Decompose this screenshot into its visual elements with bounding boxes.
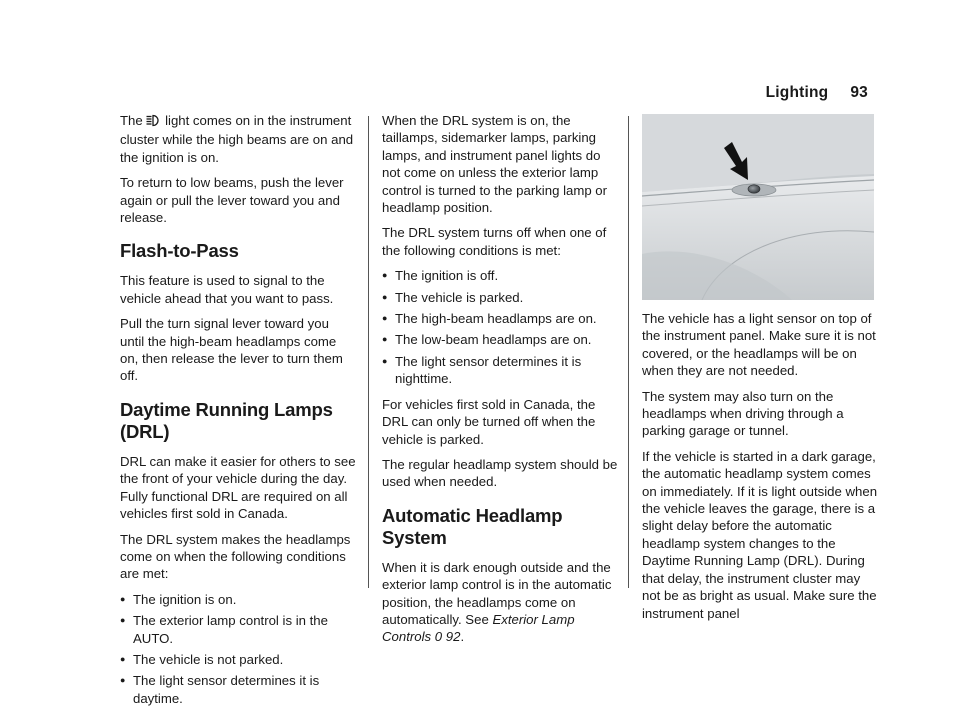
- page-header: [766, 84, 868, 102]
- regular-headlamp-paragraph: The regular headlamp system should be used when needed.: [382, 456, 618, 490]
- list-item: ● The ignition is on.: [120, 591, 356, 608]
- drl-heading: Daytime Running Lamps (DRL): [120, 398, 333, 442]
- list-item: ● The light sensor determines it is nighttime.: [382, 353, 618, 388]
- drl-paragraph-1: DRL can make it easier for others to see the front of your vehicle during the day. Fully functional DRL are required on all vehicles first sold in Canada.: [120, 453, 356, 522]
- column-1: [120, 112, 356, 715]
- garage-tunnel-paragraph: The system may also turn on the headlamps when driving through a parking garage or tunnel.: [642, 388, 844, 439]
- column-divider-1: [368, 116, 369, 588]
- column-2: [382, 112, 618, 654]
- list-item: ● The light sensor determines it is daytime.: [120, 672, 356, 707]
- section-title: Lighting: [765, 84, 829, 101]
- drl-conditions-list: [120, 591, 356, 707]
- list-item: ● The low-beam headlamps are on.: [382, 331, 618, 348]
- list-item: ● The exterior lamp control is in the AUTO.: [120, 612, 356, 647]
- drl-paragraph-2: The DRL system makes the headlamps come on when the following conditions are met:: [120, 531, 351, 582]
- exterior-lamp-controls-link[interactable]: Exterior Lamp Controls: [382, 611, 575, 645]
- light-sensor-illustration: [642, 114, 874, 300]
- list-item: ● The high-beam headlamps are on.: [382, 310, 618, 327]
- automatic-headlamp-heading: Automatic Headlamp System: [382, 504, 563, 548]
- light-sensor: [748, 185, 760, 193]
- column-divider-2: [628, 116, 629, 588]
- list-item: ● The vehicle is parked.: [382, 289, 618, 306]
- drl-off-intro: The DRL system turns off when one of the following conditions is met:: [382, 225, 607, 258]
- flash-paragraph-1: This feature is used to signal to the vehicle ahead that you want to pass.: [120, 273, 334, 306]
- high-beam-indicator-icon: [146, 114, 159, 131]
- list-item: ● The vehicle is not parked.: [120, 651, 356, 668]
- flash-paragraph-2: Pull the turn signal lever toward you until the high-beam headlamps come on, then release the lever to turn them off.: [120, 316, 343, 384]
- page-number: 93: [850, 84, 868, 101]
- canada-paragraph: For vehicles first sold in Canada, the DRL can only be turned off when the vehicle is parked.: [382, 396, 596, 447]
- high-beam-indicator-paragraph: The light comes on in the instrument cluster while the high beams are on and the ignition is on.: [120, 113, 354, 165]
- page-reference-link[interactable]: 0 92: [434, 629, 461, 645]
- automatic-headlamp-paragraph: When it is dark enough outside and the exterior lamp control is in the automatic position, the headlamps come on automatically. See Exterior Lamp Controls 0 92.: [382, 559, 612, 645]
- flash-to-pass-heading: Flash-to-Pass: [120, 240, 239, 262]
- dark-garage-paragraph: If the vehicle is started in a dark garage, the automatic headlamp system comes on immediately. If it is light outside when the vehicle leaves the garage, there is a slight delay before the automatic headlamp system changes to the Daytime Running Lamp (DRL). During that delay, the instrument cluster may not be as bright as usual. Make sure the instrument panel: [642, 448, 878, 621]
- drl-off-conditions-list: [382, 267, 618, 387]
- list-item: ● The ignition is off.: [382, 267, 618, 284]
- low-beams-paragraph: To return to low beams, push the lever again or pull the lever toward you and release.: [120, 175, 344, 226]
- column-3: [642, 310, 878, 630]
- light-sensor-paragraph: The vehicle has a light sensor on top of the instrument panel. Make sure it is not covered, or the headlamps will be on when they are not needed.: [642, 311, 876, 379]
- drl-on-paragraph: When the DRL system is on, the taillamps, sidemarker lamps, parking lamps, and instrument panel lights do not come on unless the exterior lamp control is turned to the parking lamp or headlamp position.: [382, 113, 608, 216]
